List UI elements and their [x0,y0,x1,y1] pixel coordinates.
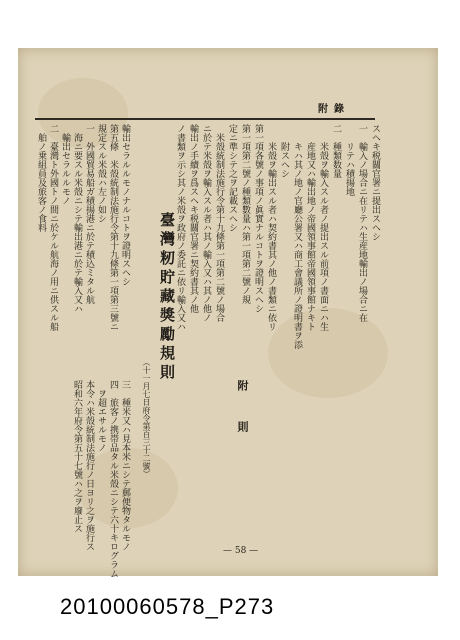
text-column: 米殼ヲ輸入スル者ノ提出スル前項ノ書面ニハ生 [318,124,328,331]
text-column: 二 臺灣ト外國トノ間ニ於ケル航海ノ用ニ供スル船 [48,124,58,331]
text-column: 本令ハ米殼統制法施行ノ日ヨリ之ヲ施行ス [84,380,94,551]
text-column: 産地又ハ輸出地ノ帝國領事館帝國領事館ナキト [305,124,315,331]
text-column: 輸出ノ手續ヲ爲スヘキ税關官署ニ契約書其ノ他 [188,124,198,313]
text-column: 第一項第二號ノ種類數量ハ第一項第二號ノ規 [240,124,250,304]
text-column: 第五條 米殼統制法施行令第十九條第一項第三號ニ [108,124,118,331]
text-column: ノ書類ヲ示シ其ノ米殼ヲ政府ノ委託ニ依リ輸入又ハ [175,124,185,331]
text-column: 三 種米又ハ見本米ニシテ郵便物タルモノ [120,380,130,551]
header-rule [35,118,375,120]
text-column: 舶ノ乗組員及旅客ノ食料 [36,124,46,232]
regulation-title: 臺灣籾貯藏獎勵規則 [158,212,176,383]
text-column: スヘキ税關官署ニ提出スヘシ [370,124,380,241]
text-column: 規定スル米殼ハ左ノ如シ [96,124,106,223]
text-column: 第一項各號ノ事項ノ眞實ナルコトヲ證明スヘシ [253,124,263,313]
paper-stain [268,308,388,398]
page-number: — 58 — [223,546,259,556]
text-column: 輸出セラルルモノ [60,124,70,205]
text-column: リテハ積揚地 [344,124,354,196]
text-column: 一 外國貿易船ガ積揚港ニ於テ積込ミタル航 [84,124,94,304]
text-column: 輸出セラルルモノナルコトヲ證明スヘシ [120,124,130,286]
catalog-id-label: 20100060578_P273 [60,594,275,619]
ordinance-note: （十一月七日府令第百三十二號） [142,358,151,478]
text-column: ヲ超エサルモノ [96,380,106,452]
text-column: 一 輸入ノ場合ニ在リテハ生産地輸出ノ場合ニ在 [357,124,367,322]
text-column: 海ニ要スル米殼ニシテ輸出港ニ於テ輸入又ハ [72,124,82,313]
appendix-heading: 附則 [236,380,249,462]
text-column: 二 種類数量 [331,124,341,178]
text-column: 米殼ヲ輸出スル者ハ契約書其ノ他ノ書類ニ依リ [266,124,276,331]
text-column: 四 旅客ノ携帯品タル米殼ニシテ六十キログラム [108,380,118,578]
text-column: 定ニ準シテ之ヲ記載スヘシ [227,124,237,232]
header-label: 附錄 [318,104,350,115]
text-column: ニ於テ米殼ヲ輸入スル者ハ其ノ輸入又ハ其ノ他ノ [201,124,211,322]
text-column: 附スヘシ [279,124,289,178]
text-column: キハ其ノ地ノ官廳公署又ハ商工會議所ノ證明書ヲ添 [292,124,302,349]
text-column: 米殼統制法施行令第十九條第一項第二號ノ場合 [214,124,224,322]
text-column: 昭和六年府令第五十七號ハ之ヲ廢止ス [72,380,82,533]
